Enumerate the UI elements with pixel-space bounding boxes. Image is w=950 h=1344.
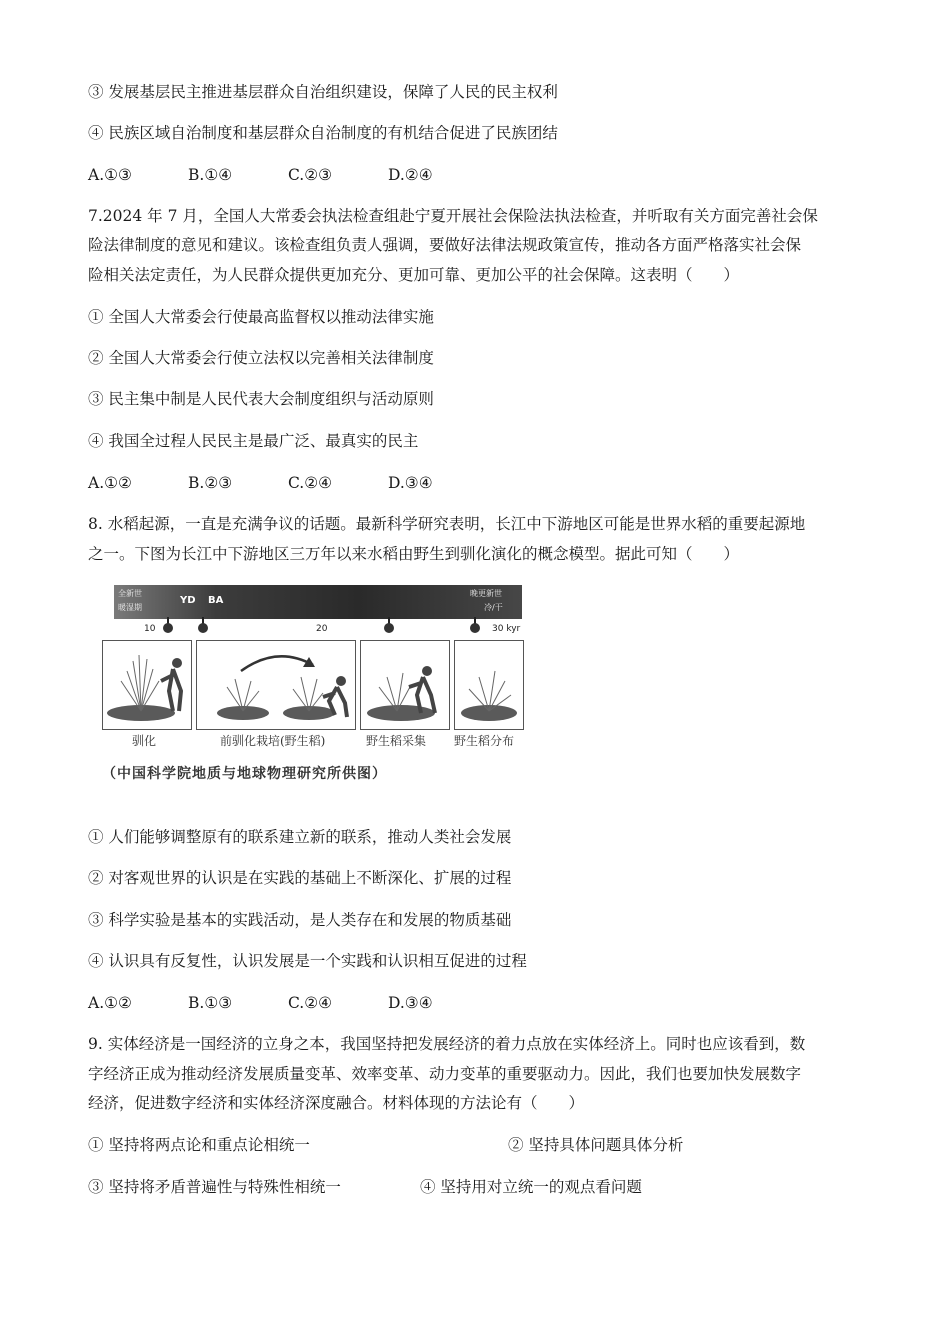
q7-stem-line-1: 7.2024 年 7 月，全国人大常委会执法检查组赴宁夏开展社会保险法执法检查，并听取有关方面完善社会保 bbox=[88, 207, 818, 225]
caption-domestication: 驯化 bbox=[132, 734, 157, 748]
q8-item-2: ② 对客观世界的认识是在实践的基础上不断深化、扩展的过程 bbox=[88, 869, 512, 887]
q6-option-a: A.①③ bbox=[88, 166, 132, 184]
timeline-label-holocene: 全新世 bbox=[118, 589, 142, 598]
q8-item-3: ③ 科学实验是基本的实践活动，是人类存在和发展的物质基础 bbox=[88, 911, 512, 929]
q7-options bbox=[88, 473, 488, 493]
caption-wild-gathering: 野生稻采集 bbox=[366, 734, 427, 748]
q8-stem-line-1: 8. 水稻起源，一直是充满争议的话题。最新科学研究表明，长江中下游地区可能是世界水稻的重要起源地 bbox=[88, 515, 806, 533]
timeline-tick-10: 10 bbox=[144, 624, 156, 634]
q6-item-3: ③ 发展基层民主推进基层群众自治组织建设，保障了人民的民主权利 bbox=[88, 83, 558, 101]
q8-option-a: A.①② bbox=[88, 994, 132, 1012]
timeline-marker bbox=[198, 623, 208, 633]
q6-option-d: D.②④ bbox=[388, 166, 433, 184]
q7-option-d: D.③④ bbox=[388, 474, 433, 492]
q7-stem-line-2: 险法律制度的意见和建议。该检查组负责人强调，要做好法律法规政策宣传，推动各方面严格落实社会保 bbox=[88, 236, 802, 254]
q7-item-4: ④ 我国全过程人民民主是最广泛、最真实的民主 bbox=[88, 432, 419, 450]
q6-option-c: C.②③ bbox=[288, 166, 333, 184]
rice-domestication-figure bbox=[98, 585, 530, 785]
panel-wild-gathering bbox=[360, 640, 450, 730]
q9-item-1: ① 坚持将两点论和重点论相统一 bbox=[88, 1136, 310, 1154]
timeline-label-yd: YD bbox=[180, 595, 196, 606]
q8-item-1: ① 人们能够调整原有的联系建立新的联系，推动人类社会发展 bbox=[88, 828, 512, 846]
q8-option-b: B.①③ bbox=[188, 994, 233, 1012]
caption-pre-domestication: 前驯化栽培(野生稻) bbox=[220, 734, 326, 748]
timeline-label-ba: BA bbox=[208, 595, 224, 606]
q8-option-d: D.③④ bbox=[388, 994, 433, 1012]
timeline-bar bbox=[114, 585, 522, 619]
q9-stem-line-3: 经济，促进数字经济和实体经济深度融合。材料体现的方法论有（ ） bbox=[88, 1094, 585, 1112]
q8-stem-line-2: 之一。下图为长江中下游地区三万年以来水稻由野生到驯化演化的概念模型。据此可知（ ） bbox=[88, 545, 740, 563]
q8-option-c: C.②④ bbox=[288, 994, 333, 1012]
timeline-label-warm: 暖湿期 bbox=[118, 603, 142, 612]
q9-item-2: ② 坚持具体问题具体分析 bbox=[508, 1136, 684, 1154]
panel-wild-distribution bbox=[454, 640, 524, 730]
caption-wild-distribution: 野生稻分布 bbox=[454, 734, 515, 748]
q7-option-b: B.②③ bbox=[188, 474, 233, 492]
timeline-label-cold: 冷/干 bbox=[484, 603, 503, 612]
q7-item-3: ③ 民主集中制是人民代表大会制度组织与活动原则 bbox=[88, 390, 434, 408]
timeline-tick-20: 20 bbox=[316, 624, 328, 634]
q9-stem-line-2: 字经济正成为推动经济发展质量变革、效率变革、动力变革的重要驱动力。因此，我们也要加快发展数字 bbox=[88, 1065, 802, 1083]
q7-item-1: ① 全国人大常委会行使最高监督权以推动法律实施 bbox=[88, 308, 434, 326]
timeline-tick-30: 30 kyr bbox=[492, 624, 521, 634]
figure-credit: （中国科学院地质与地球物理研究所供图） bbox=[102, 766, 387, 782]
q7-item-2: ② 全国人大常委会行使立法权以完善相关法律制度 bbox=[88, 349, 434, 367]
distribution-illustration bbox=[455, 641, 523, 729]
q7-option-a: A.①② bbox=[88, 474, 132, 492]
panel-pre-domestication bbox=[196, 640, 356, 730]
q6-item-4: ④ 民族区域自治制度和基层群众自治制度的有机结合促进了民族团结 bbox=[88, 124, 558, 142]
gathering-illustration bbox=[361, 641, 449, 729]
q6-options bbox=[88, 165, 488, 185]
domestication-illustration bbox=[103, 641, 191, 729]
q8-item-4: ④ 认识具有反复性，认识发展是一个实践和认识相互促进的过程 bbox=[88, 952, 527, 970]
q8-options bbox=[88, 993, 488, 1013]
q7-option-c: C.②④ bbox=[288, 474, 333, 492]
q9-item-3: ③ 坚持将矛盾普遍性与特殊性相统一 bbox=[88, 1178, 341, 1196]
q9-item-4: ④ 坚持用对立统一的观点看问题 bbox=[420, 1178, 642, 1196]
panel-domestication bbox=[102, 640, 192, 730]
q9-items-row-2 bbox=[88, 1177, 888, 1197]
q9-items-row-1 bbox=[88, 1135, 888, 1155]
cultivation-illustration bbox=[197, 641, 355, 729]
timeline-marker bbox=[470, 623, 480, 633]
timeline-label-pleistocene: 晚更新世 bbox=[470, 589, 502, 598]
timeline-marker bbox=[384, 623, 394, 633]
q7-stem-line-3: 险相关法定责任，为人民群众提供更加充分、更加可靠、更加公平的社会保障。这表明（ ） bbox=[88, 266, 740, 284]
q9-stem-line-1: 9. 实体经济是一国经济的立身之本，我国坚持把发展经济的着力点放在实体经济上。同时也应该看到，数 bbox=[88, 1035, 806, 1053]
timeline-marker bbox=[163, 623, 173, 633]
q6-option-b: B.①④ bbox=[188, 166, 233, 184]
